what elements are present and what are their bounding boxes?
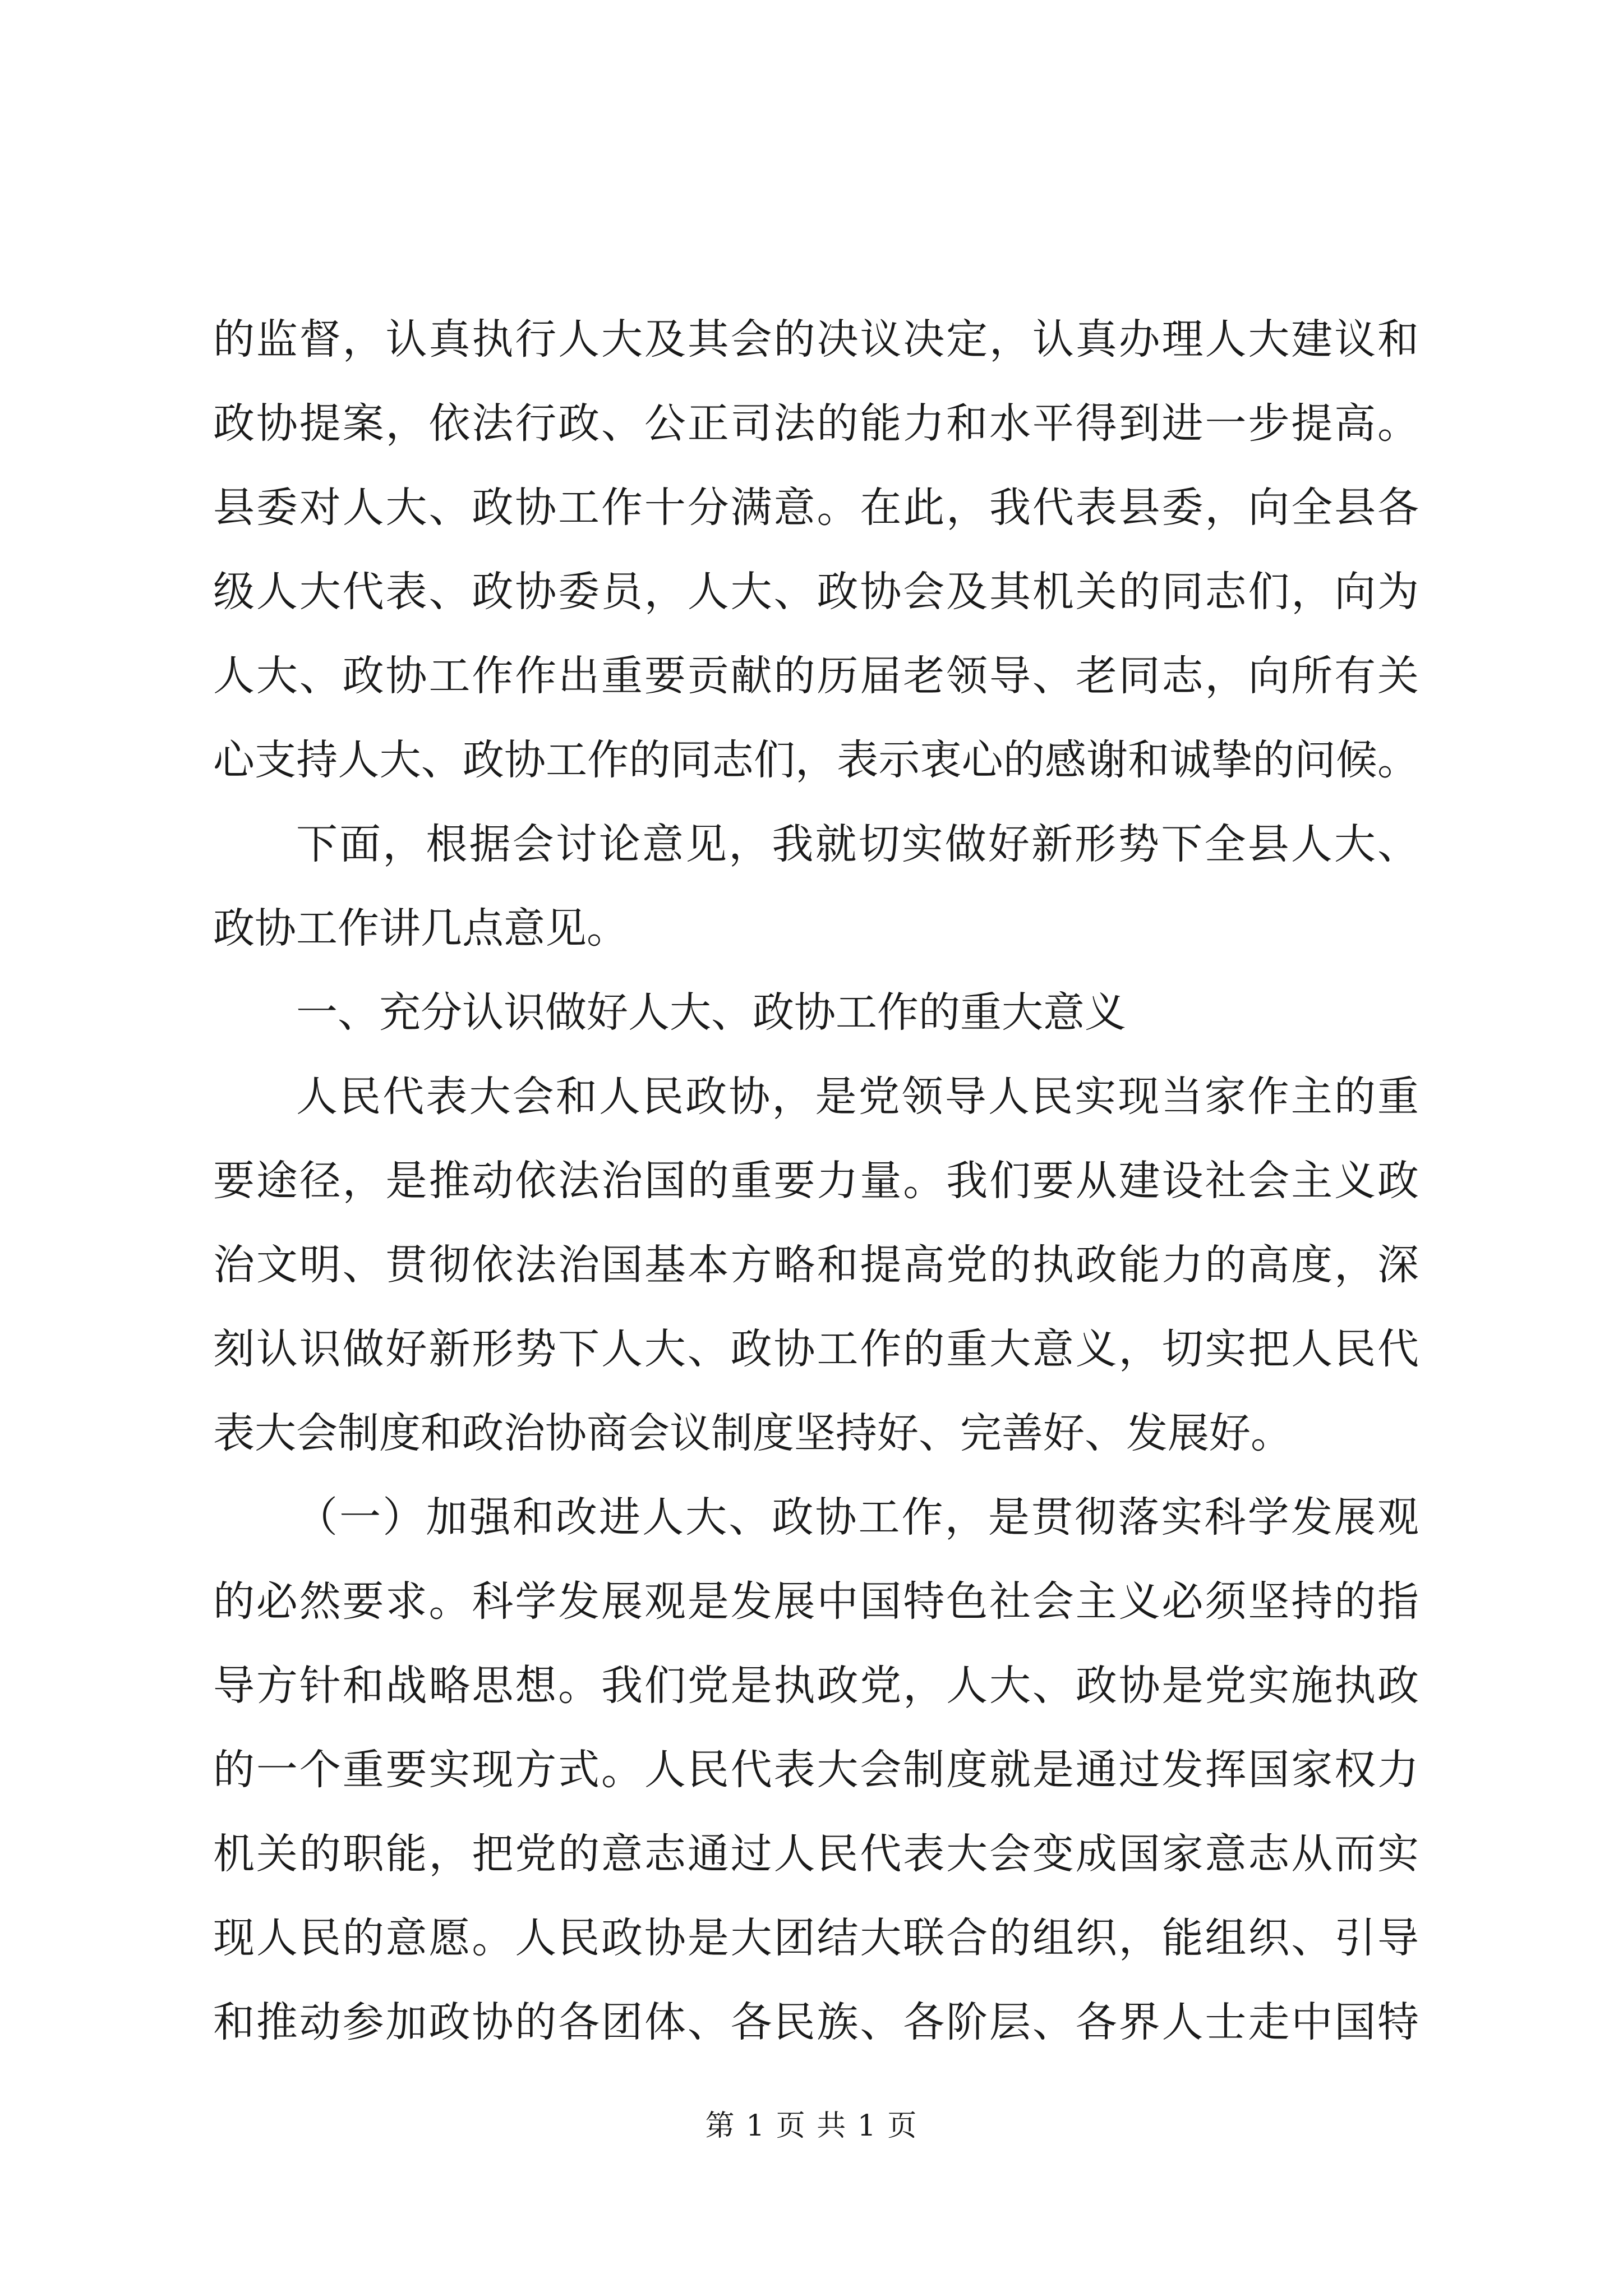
text-line: 刻认识做好新形势下人大、政协工作的重大意义，切实把人民代	[213, 1325, 1419, 1373]
text-line: 下面，根据会讨论意见，我就切实做好新形势下全县人大、	[296, 820, 1419, 868]
text-line: 的监督，认真执行人大及其会的决议决定，认真办理人大建议和	[213, 315, 1419, 364]
text-line: 治文明、贯彻依法治国基本方略和提高党的执政能力的高度，深	[213, 1241, 1419, 1289]
text-line: 人大、政协工作作出重要贡献的历届老领导、老同志，向所有关	[213, 652, 1419, 700]
text-line: 县委对人大、政协工作十分满意。在此，我代表县委，向全县各	[213, 484, 1419, 532]
text-line: 人民代表大会和人民政协，是党领导人民实现当家作主的重	[296, 1073, 1419, 1121]
text-line: 政协工作讲几点意见。	[213, 904, 628, 953]
text-line: 心支持人大、政协工作的同志们，表示衷心的感谢和诚挚的问候。	[213, 736, 1419, 784]
body-text	[213, 297, 1419, 2064]
text-line: 的一个重要实现方式。人民代表大会制度就是通过发挥国家权力	[213, 1746, 1419, 1794]
text-line: 机关的职能，把党的意志通过人民代表大会变成国家意志从而实	[213, 1830, 1419, 1878]
text-line: 一、充分认识做好人大、政协工作的重大意义	[296, 988, 1126, 1037]
text-line: 级人大代表、政协委员，人大、政协会及其机关的同志们，向为	[213, 568, 1419, 616]
text-line: 和推动参加政协的各团体、各民族、各阶层、各界人士走中国特	[213, 1998, 1419, 2046]
text-line: 要途径，是推动依法治国的重要力量。我们要从建设社会主义政	[213, 1157, 1419, 1205]
text-line: 政协提案，依法行政、公正司法的能力和水平得到进一步提高。	[213, 399, 1419, 448]
text-line: 导方针和战略思想。我们党是执政党，人大、政协是党实施执政	[213, 1662, 1419, 1710]
text-line: （一）加强和改进人大、政协工作，是贯彻落实科学发展观	[296, 1493, 1419, 1542]
text-line: 表大会制度和政治协商会议制度坚持好、完善好、发展好。	[213, 1409, 1292, 1457]
page-footer: 第 1 页 共 1 页	[705, 2109, 918, 2143]
text-line: 的必然要求。科学发展观是发展中国特色社会主义必须坚持的指	[213, 1577, 1419, 1626]
text-line: 现人民的意愿。人民政协是大团结大联合的组织，能组织、引导	[213, 1914, 1419, 1962]
